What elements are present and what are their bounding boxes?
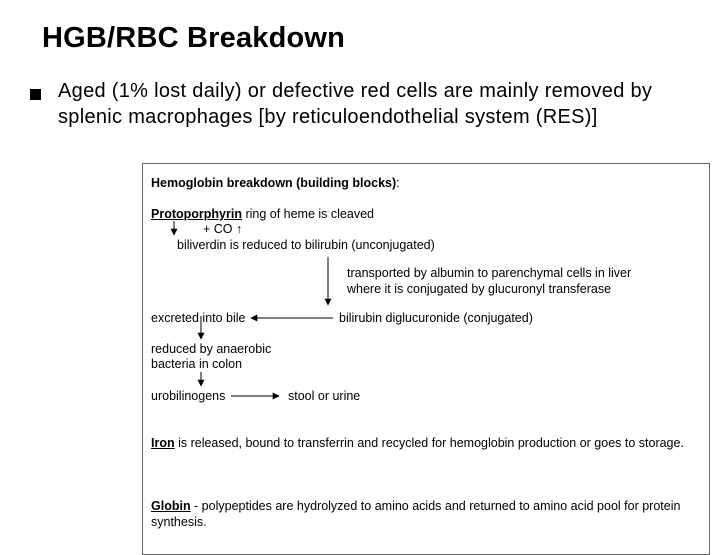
protoporphyrin-term: Protoporphyrin	[151, 207, 242, 221]
stool-or-urine: stool or urine	[288, 389, 361, 403]
transport-line-2: where it is conjugated by glucuronyl transferase	[347, 282, 612, 296]
globin-rest: - polypeptides are hydrolyzed to amino acids and returned to amino acid pool for protein synthesis.	[151, 499, 681, 529]
bullet-marker-icon	[30, 89, 41, 100]
hemoglobin-breakdown-diagram	[142, 163, 710, 555]
co-text: + CO	[203, 222, 233, 236]
iron-rest: is released, bound to transferrin and recycled for hemoglobin production or goes to storage.	[174, 436, 684, 450]
slide-title: HGB/RBC Breakdown	[42, 22, 346, 54]
diagram-heading-text: Hemoglobin breakdown (building blocks)	[151, 176, 397, 190]
excreted-into-bile: excreted into bile	[151, 311, 246, 325]
protoporphyrin-rest: ring of heme is cleaved	[241, 207, 374, 221]
bullet-text: Aged (1% lost daily) or defective red cells are mainly removed by splenic macrophages [by reticuloendothelial system (RES)]	[58, 80, 653, 128]
transport-line-1: transported by albumin to parenchymal cells in liver	[347, 266, 632, 280]
co-up-arrow-icon: ↑	[236, 222, 243, 236]
reduced-line-1: reduced by anaerobic	[151, 342, 272, 356]
bilirubin-diglucuronide: bilirubin diglucuronide (conjugated)	[339, 311, 533, 325]
globin-term: Globin	[151, 499, 191, 513]
biliverdin-line: biliverdin is reduced to bilirubin (unconjugated)	[177, 238, 435, 252]
urobilinogens: urobilinogens	[151, 389, 226, 403]
iron-term: Iron	[151, 436, 175, 450]
reduced-line-2: bacteria in colon	[151, 357, 243, 371]
diagram-heading-colon: :	[396, 176, 400, 190]
flow-arrows	[143, 164, 709, 554]
